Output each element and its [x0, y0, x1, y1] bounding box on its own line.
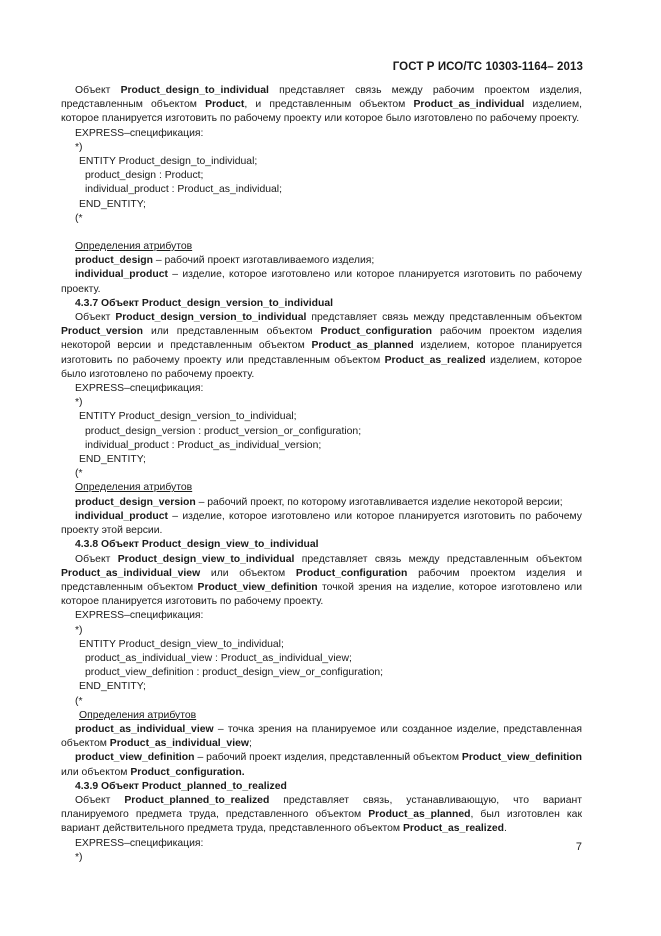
paragraph [61, 723, 582, 751]
text-line [61, 851, 582, 865]
section-heading [61, 780, 582, 794]
bold-term: Product_as_individual [413, 99, 525, 111]
bold-term: Product_view_definition [197, 581, 318, 593]
text-run: представляет связь, устанавливающую, что вариант планируемого предмета труда, представленного объектом [61, 794, 582, 821]
text-line [61, 837, 582, 851]
text-run: , и представленным объектом [244, 99, 414, 111]
text-line [61, 425, 582, 439]
text-run: EXPRESS–спецификация: [75, 610, 204, 622]
text-run: представляет связь между рабочим проектом изделия, представленным объектом [61, 85, 582, 111]
text-run: 4.3.8 Объект Product_design_view_to_individual [75, 539, 319, 551]
text-run: END_ENTITY; [79, 681, 146, 693]
text-run: product_design : Product; [85, 170, 204, 182]
bold-term: Product_view_definition [461, 752, 582, 764]
text-run: EXPRESS–спецификация: [75, 127, 204, 139]
text-run: product_as_individual_view : Product_as_individual_view; [85, 652, 352, 664]
text-run: (* [75, 212, 83, 224]
bold-term: Product_as_individual_view [109, 738, 249, 750]
section-heading [61, 538, 582, 552]
bold-term: Product_configuration [295, 567, 408, 579]
paragraph [61, 268, 582, 296]
text-run: представляет связь между представленным объектом [306, 312, 582, 324]
text-line [61, 467, 582, 481]
text-line [61, 183, 582, 197]
section-heading [61, 297, 582, 311]
text-run: individual_product : Product_as_individual; [85, 184, 282, 196]
text-line [61, 439, 582, 453]
bold-term: product_design [75, 255, 153, 267]
text-run: *) [75, 141, 83, 153]
text-run: или объектом [61, 766, 131, 778]
bold-term: Product_as_realized [384, 354, 486, 366]
text-line [61, 652, 582, 666]
text-run: – изделие, которое изготовлено или которое планируется изготовить по рабочему проекту. [61, 269, 582, 295]
bold-term: product_as_individual_view [75, 723, 214, 735]
text-run: product_design_version : product_version_or_configuration; [85, 425, 362, 437]
text-run: рабочим проектом изделия некоторой версии и представленным объектом [61, 326, 582, 352]
text-run: точкой зрения на изделие, которое изготовлено или которое планируется изготовить по рабочему проекту. [61, 581, 582, 608]
text-run: – рабочий проект, по которому изготавливается изделие некоторой версии; [195, 496, 563, 508]
text-run: , был изготовлен как вариант действительного предмета труда, представленного объектом [61, 809, 583, 835]
text-line [61, 453, 582, 467]
text-run: *) [75, 624, 83, 636]
text-line [61, 638, 582, 652]
text-run: или представленным объектом [143, 326, 321, 338]
bold-term: Product_as_planned [311, 340, 414, 352]
text-line [61, 212, 582, 226]
text-run: ENTITY Product_design_version_to_individual; [79, 411, 297, 423]
paragraph [61, 84, 582, 127]
bold-term: Product_design_version_to_individual [115, 312, 307, 324]
text-run: EXPRESS–спецификация: [75, 837, 204, 849]
page-number: 7 [575, 841, 582, 853]
text-line [61, 680, 582, 694]
text-line [61, 382, 582, 396]
text-line [61, 624, 582, 638]
text-run: изделием, которое планируется изготовить по рабочему проекту или представленным объектом [61, 340, 582, 366]
text-run: – рабочий проект изготавливаемого изделия; [152, 255, 375, 267]
paragraph [61, 254, 582, 268]
text-line [61, 609, 582, 623]
text-run: . [504, 823, 507, 835]
text-run: – точка зрения на планируемое или созданное изделие, представленная объектом [61, 723, 582, 750]
text-run: Объект [75, 312, 116, 324]
underlined-heading: Определения атрибутов [75, 241, 193, 253]
text-run: Объект [75, 85, 121, 96]
text-run: product_view_definition : product_design_view_or_configuration; [85, 667, 384, 679]
text-run: ENTITY Product_design_to_individual; [79, 156, 258, 168]
bold-term: Product_configuration. [130, 766, 245, 778]
paragraph [61, 553, 582, 610]
text-run: Объект [75, 553, 118, 565]
bold-term: Product_as_planned [368, 809, 471, 821]
bold-term: Product_design_to_individual [120, 85, 269, 96]
text-line [61, 240, 582, 254]
standard-header: ГОСТ Р ИСО/ТС 10303-1164– 2013 [392, 61, 583, 73]
text-run: ENTITY Product_design_view_to_individual; [79, 638, 284, 650]
bold-term: Product_as_realized [402, 823, 505, 835]
underlined-heading: Определения атрибутов [75, 482, 193, 494]
underlined-heading: Определения атрибутов [79, 709, 197, 721]
text-run: (* [75, 468, 83, 480]
blank-line [61, 226, 582, 240]
text-run: END_ENTITY; [79, 454, 146, 466]
bold-term: product_view_definition [75, 752, 195, 764]
bold-term: product_design_version [75, 496, 196, 508]
bold-term: Product_design_view_to_individual [117, 553, 295, 565]
text-line [61, 141, 582, 155]
document-body [61, 84, 582, 865]
paragraph [61, 496, 582, 510]
bold-term: Product_version [61, 326, 143, 338]
paragraph [61, 510, 582, 538]
text-run: *) [75, 851, 83, 863]
text-run: (* [75, 695, 83, 707]
text-run: EXPRESS–спецификация: [75, 383, 204, 395]
text-run: или объектом [200, 567, 296, 579]
text-run: – изделие, которое изготовлено или которое планируется изготовить по рабочему проекту этой версии. [61, 510, 582, 537]
text-line [61, 169, 582, 183]
text-line [61, 396, 582, 410]
bold-term: individual_product [75, 510, 168, 522]
text-line [61, 666, 582, 680]
text-run: END_ENTITY; [79, 198, 146, 210]
paragraph [61, 794, 582, 837]
text-run: рабочим проектом изделия и представленным объектом [61, 567, 583, 593]
text-line [61, 198, 582, 212]
bold-term: Product_planned_to_realized [124, 794, 270, 806]
text-run: – рабочий проект изделия, представленный объектом [194, 752, 462, 764]
text-run: individual_product : Product_as_individual_version; [85, 439, 322, 451]
text-line [61, 127, 582, 141]
paragraph [61, 751, 582, 779]
paragraph [61, 311, 582, 382]
text-run: ; [248, 738, 252, 750]
text-run: изделием, которое было изготовлено по рабочему проекту. [61, 354, 582, 380]
text-run: 4.3.7 Объект Product_design_version_to_individual [75, 297, 334, 309]
bold-term: individual_product [75, 269, 168, 281]
bold-term: Product [205, 99, 245, 111]
text-run: 4.3.9 Объект Product_planned_to_realized [75, 780, 287, 792]
text-run: представляет связь между представленным объектом [294, 553, 582, 565]
text-run: изделием, которое планируется изготовить по рабочему проекту или которое было изготовлено по рабочему проекту. [61, 99, 582, 125]
text-line [61, 155, 582, 169]
text-line [61, 481, 582, 495]
bold-term: Product_as_individual_view [61, 567, 201, 579]
text-run: Объект [75, 794, 125, 806]
text-line [61, 410, 582, 424]
bold-term: Product_configuration [320, 326, 432, 338]
text-line [61, 709, 582, 723]
text-line [61, 695, 582, 709]
text-run: *) [75, 397, 83, 409]
